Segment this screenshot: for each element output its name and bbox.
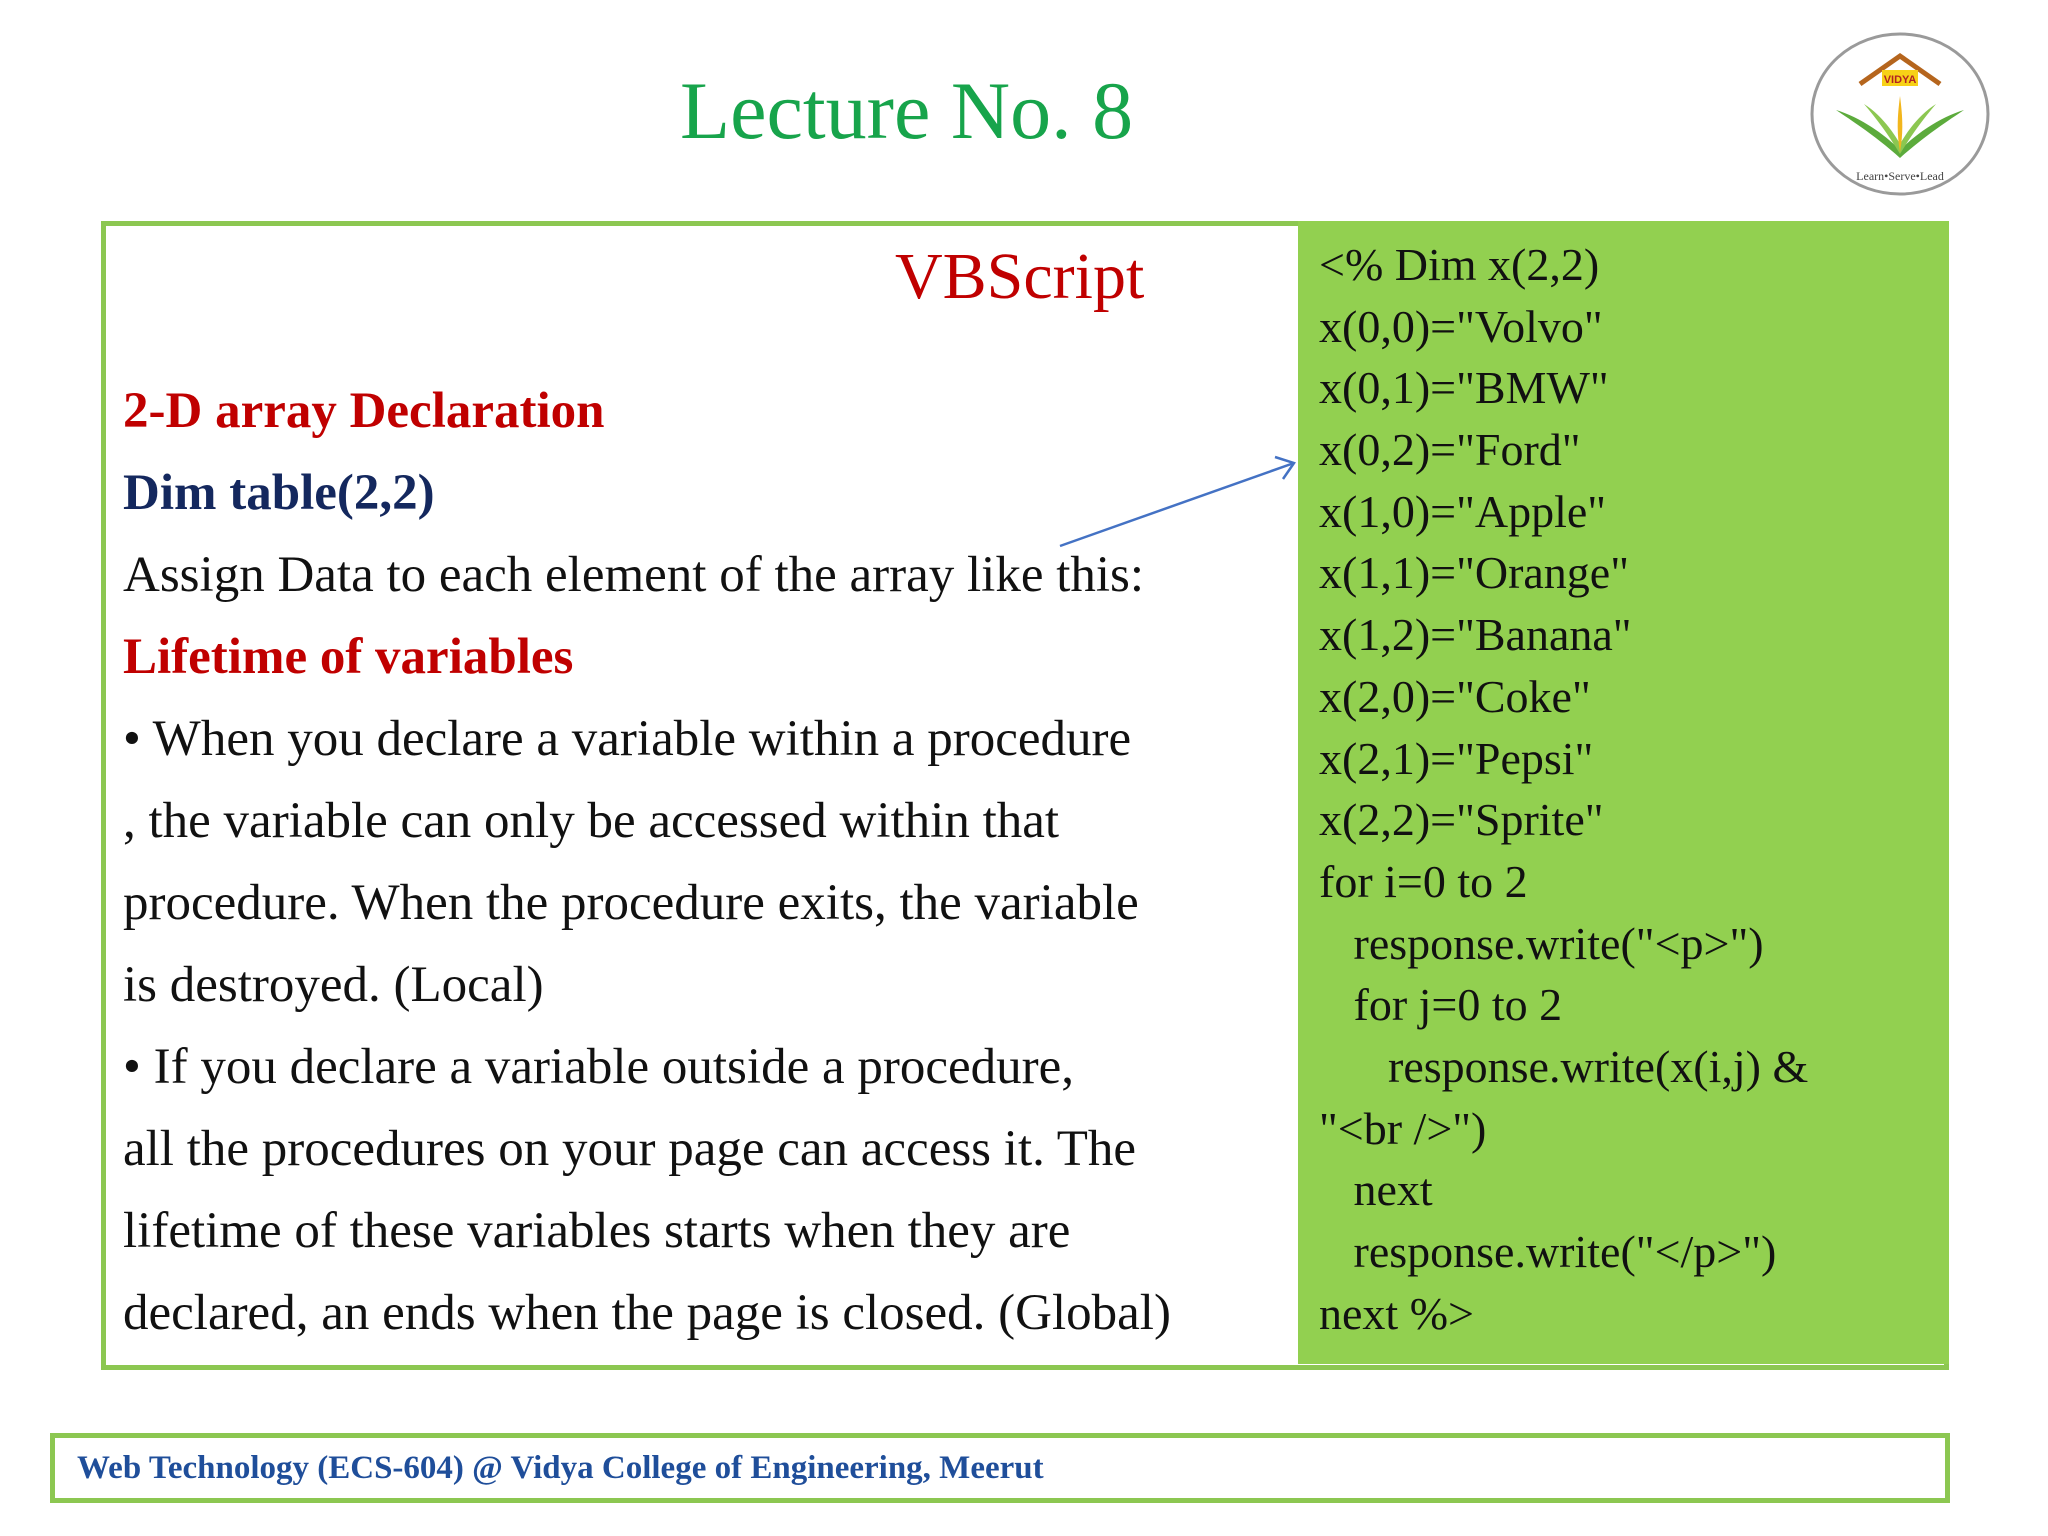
code-line: response.write(x(i,j) &: [1319, 1040, 1809, 1092]
code-line: "<br />"): [1319, 1102, 1487, 1154]
code-line: response.write("</p>"): [1319, 1226, 1777, 1277]
body-line: • When you declare a variable within a procedure: [123, 711, 1132, 767]
body-line: procedure. When the procedure exits, the variable: [123, 875, 1139, 931]
body-line: declared, an ends when the page is closed. (Global): [123, 1285, 1171, 1341]
body-line: Dim table(2,2): [123, 465, 435, 521]
footer-text: Web Technology (ECS-604) @ Vidya College of Engineering, Meerut: [77, 1450, 1044, 1486]
code-line: x(1,2)="Banana": [1319, 609, 1632, 661]
lecture-title: Lecture No. 8: [680, 65, 1134, 156]
code-line: next: [1319, 1164, 1433, 1216]
code-line: next %>: [1319, 1287, 1474, 1339]
body-line: • If you declare a variable outside a procedure,: [123, 1039, 1074, 1095]
body-text: [123, 370, 1293, 1354]
logo-top-text: VIDYA: [1883, 74, 1917, 86]
body-line: is destroyed. (Local): [123, 957, 544, 1013]
code-listing: [1319, 234, 1939, 1344]
code-line: for j=0 to 2: [1319, 979, 1563, 1031]
code-line: x(2,1)="Pepsi": [1319, 732, 1594, 784]
code-line: x(0,0)="Volvo": [1319, 300, 1603, 352]
footer-box: [50, 1433, 1950, 1503]
body-line: all the procedures on your page can access it. The: [123, 1121, 1136, 1177]
section-title: VBScript: [895, 240, 1145, 313]
code-line: x(0,1)="BMW": [1319, 362, 1609, 414]
body-line: Assign Data to each element of the array like this:: [123, 547, 1145, 603]
code-line: response.write("<p>"): [1319, 917, 1764, 969]
code-line: x(1,0)="Apple": [1319, 485, 1607, 537]
code-line: x(2,0)="Coke": [1319, 670, 1591, 722]
body-line: 2-D array Declaration: [123, 383, 605, 439]
body-line: lifetime of these variables starts when they are: [123, 1203, 1071, 1259]
code-line: x(0,2)="Ford": [1319, 424, 1581, 476]
code-line: for i=0 to 2: [1319, 855, 1528, 907]
code-line: x(1,1)="Orange": [1319, 547, 1630, 599]
body-line: , the variable can only be accessed within that: [123, 793, 1060, 849]
body-line: Lifetime of variables: [123, 629, 574, 685]
code-line: x(2,2)="Sprite": [1319, 794, 1604, 846]
code-line: <% Dim x(2,2): [1319, 239, 1600, 290]
vidya-logo-icon: [1808, 30, 1992, 198]
logo-tagline: Learn•Serve•Lead: [1856, 169, 1944, 183]
